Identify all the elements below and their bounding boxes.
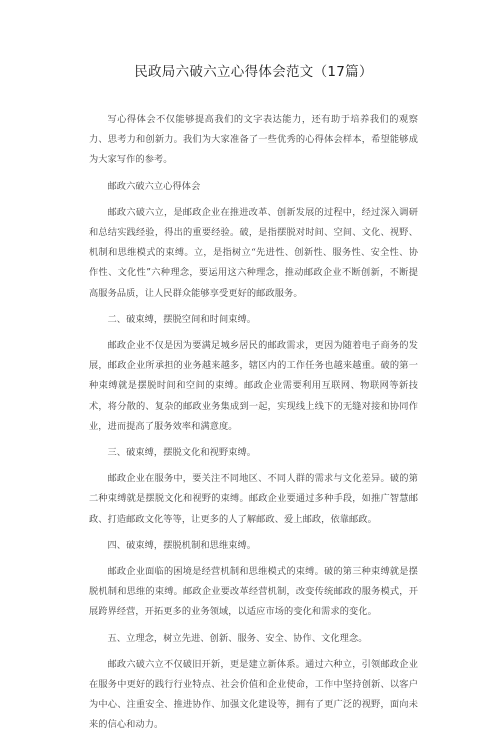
section-heading: 二、破束缚，摆脱空间和时间束缚。 [107, 313, 257, 325]
section-heading: 邮政六破六立心得体会 [107, 180, 201, 192]
body-paragraph: 邮政企业不仅是因为要满足城乡居民的邮政需求，更因为随着电子商务的发展，邮政企业所承担的业务越来越多，辖区内的工作任务也越来越重。破的第一种束缚就是摆脱时间和空间的束缚。邮政企业需要利用互联网、物联网等新技术，将分散的、复杂的邮政业务集成到一起，实现线上线下的无缝对接和协同作业，进而提高了服务效率和满意度。 [89, 340, 418, 432]
section-heading: 五、立理念，树立先进、创新、服务、安全、协作、文化理念。 [107, 632, 368, 644]
document-title: 民政局六破六立心得体会范文（17篇） [134, 64, 373, 80]
body-paragraph: 邮政六破六立，是邮政企业在推进改革、创新发展的过程中，经过深入调研和总结实践经验，得出的重要经验。破，是指摆脱对时间、空间、文化、视野、机制和思维模式的束缚。立，是指树立“先进性、创新性、服务性、安全性、协作性、文化性”六种理念，要运用这六种理念，推动邮政企业不断创新，不断提高服务品质，让人民群众能够享受更好的邮政服务。 [89, 206, 418, 299]
intro-paragraph: 写心得体会不仅能够提高我们的文字表达能力，还有助于培养我们的观察力、思考力和创新力。我们为大家准备了一些优秀的心得体会样本，希望能够成为大家写作的参考。 [89, 114, 418, 166]
body-paragraph: 邮政企业面临的困境是经营机制和思维模式的束缚。破的第三种束缚就是摆脱机制和思维的束缚。邮政企业要改革经营机制，改变传统邮政的服务模式，开展跨界经营，开拓更多的业务领域，以适应市场的变化和需求的变化。 [89, 566, 418, 618]
section-heading: 四、破束缚，摆脱机制和思维束缚。 [107, 539, 257, 551]
section-heading: 三、破束缚，摆脱文化和视野束缚。 [107, 447, 257, 459]
body-paragraph: 邮政企业在服务中，要关注不同地区、不同人群的需求与文化差异。破的第二种束缚就是摆脱文化和视野的束缚。邮政企业要通过多种手段，如推广智慧邮政、打造邮政文化等等，让更多的人了解邮政、爱上邮政，依靠邮政。 [89, 473, 418, 525]
body-paragraph: 邮政六破六立不仅破旧开新，更是建立新体系。通过六种立，引领邮政企业在服务中更好的践行行业特点、社会价值和企业使命，工作中坚持创新、以客户为中心、注重安全、推进协作、加强文化建设等，拥有了更广泛的视野，面向未来的信心和动力。 [89, 658, 418, 731]
